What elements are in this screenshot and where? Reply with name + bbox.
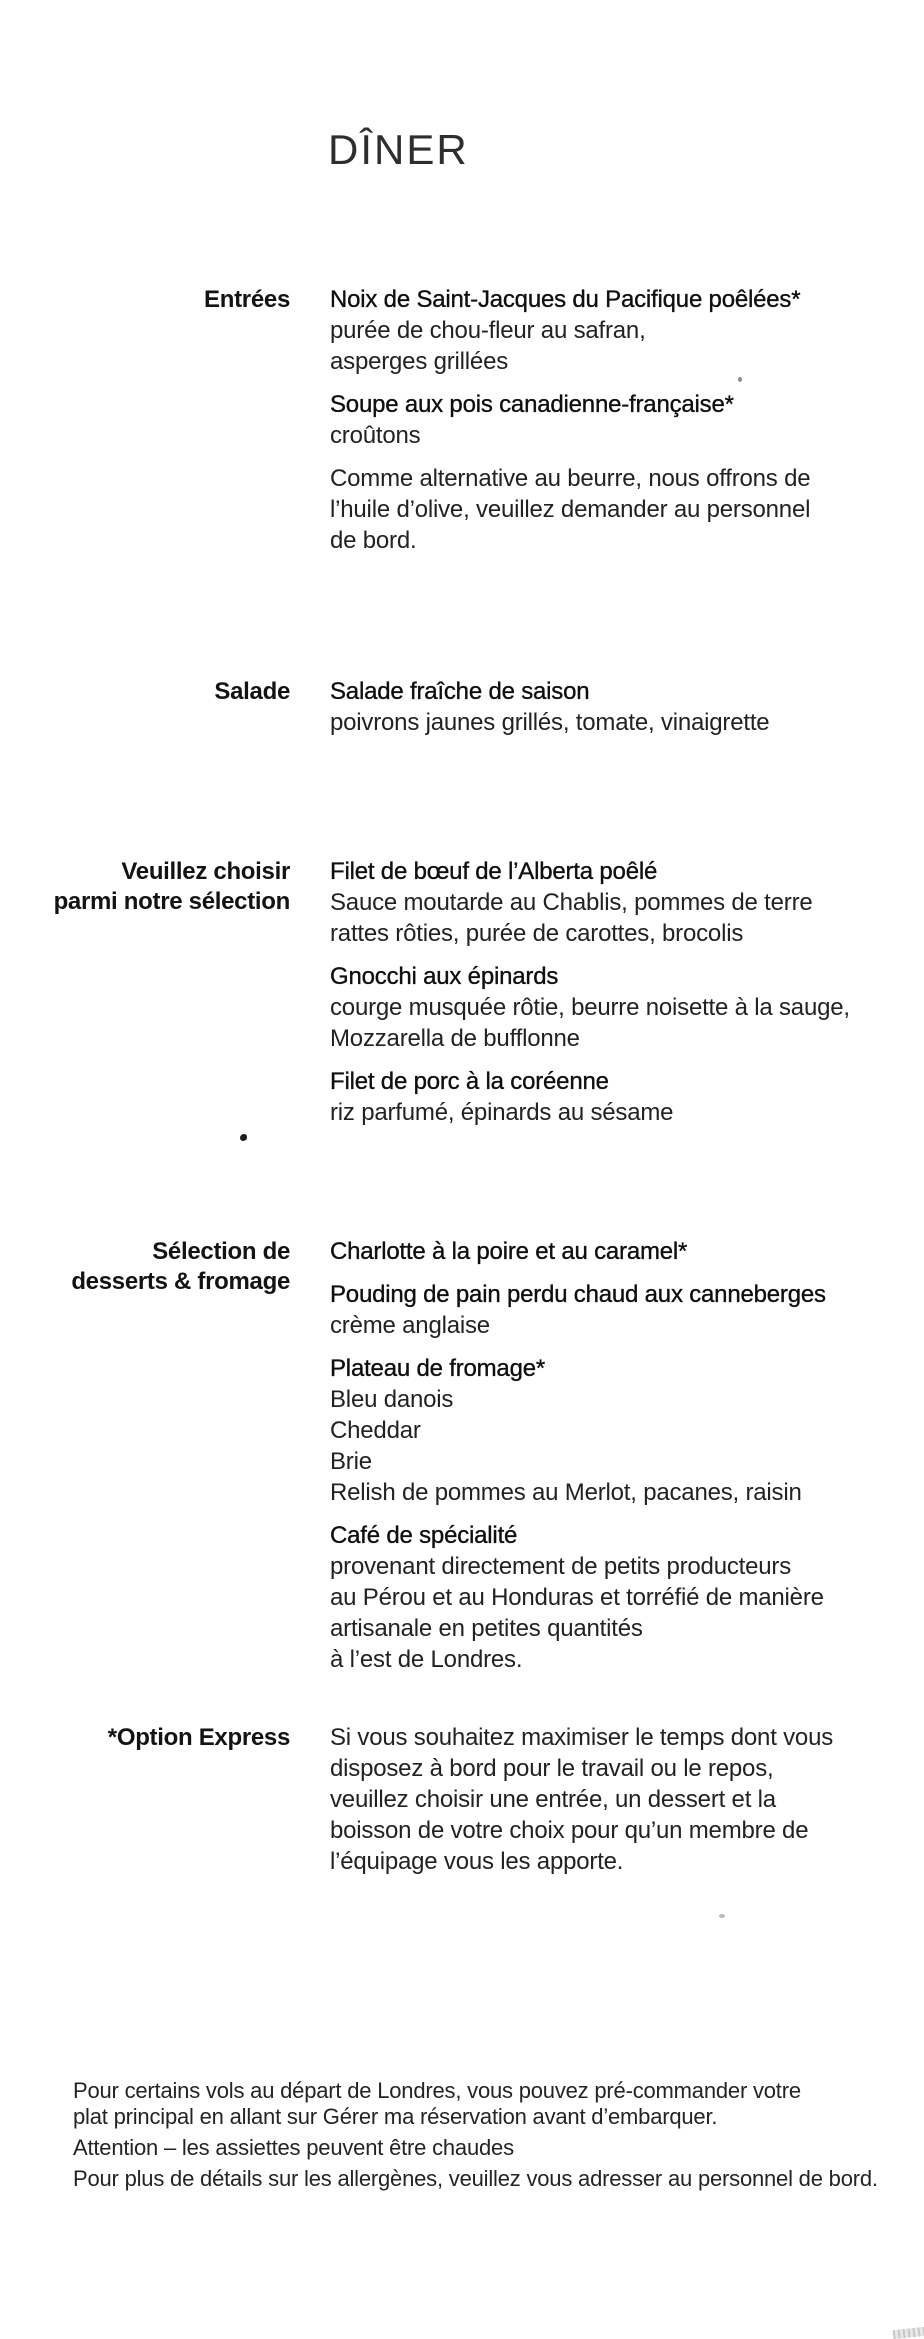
footer-notes: [73, 2078, 893, 2192]
dish-desc-line: purée de chou-fleur au safran,: [330, 317, 646, 344]
footer-note: [73, 2135, 893, 2161]
dish-desc-line: à l’est de Londres.: [330, 1646, 523, 1673]
dish-desc-line: riz parfumé, épinards au sésame: [330, 1099, 674, 1126]
ink-speck: [738, 377, 742, 382]
dish-name-line: Noix de Saint-Jacques du Pacifique poêlées*: [330, 286, 801, 313]
dish-name-line: Salade fraîche de saison: [330, 678, 590, 705]
dish-desc-line: Mozzarella de bufflonne: [330, 1025, 580, 1052]
section-label-line: parmi notre sélection: [53, 888, 290, 915]
menu-item: [330, 1520, 890, 1675]
note-line: Si vous souhaitez maximiser le temps dont vous: [330, 1724, 834, 1751]
section-content-entrees: [330, 284, 890, 556]
section-label-entrees: [0, 284, 290, 315]
scan-corner-artifact: [893, 2326, 924, 2339]
dish-name-line: Charlotte à la poire et au caramel*: [330, 1238, 688, 1265]
dish-name-line: Café de spécialité: [330, 1522, 518, 1549]
dish-desc-line: courge musquée rôtie, beurre noisette à la sauge,: [330, 994, 850, 1021]
section-content-salade: [330, 676, 890, 738]
section-salade: [0, 676, 924, 738]
note-line: l’équipage vous les apporte.: [330, 1848, 624, 1875]
footer-note-line: plat principal en allant sur Gérer ma réservation avant d’embarquer.: [73, 2104, 718, 2129]
section-label-line: Salade: [214, 678, 290, 705]
menu-item: [330, 284, 890, 377]
note-line: boisson de votre choix pour qu’un membre de: [330, 1817, 809, 1844]
dish-desc-line: Sauce moutarde au Chablis, pommes de terre: [330, 889, 813, 916]
dish-desc-line: au Pérou et au Honduras et torréfié de manière: [330, 1584, 824, 1611]
section-label-line: Entrées: [204, 286, 290, 313]
section-label-line: Sélection de: [152, 1238, 290, 1265]
section-content-plats: [330, 856, 890, 1128]
menu-item: [330, 856, 890, 949]
section-label-plats: [0, 856, 290, 917]
dish-desc-line: Cheddar: [330, 1417, 421, 1444]
section-content-desserts: [330, 1236, 890, 1675]
dish-desc-line: croûtons: [330, 422, 421, 449]
dish-desc-line: poivrons jaunes grillés, tomate, vinaigrette: [330, 709, 770, 736]
section-label-line: *Option Express: [107, 1724, 290, 1751]
dish-name-line: Filet de bœuf de l’Alberta poêlé: [330, 858, 658, 885]
dish-name-line: Soupe aux pois canadienne-française*: [330, 391, 734, 418]
dish-desc-line: rattes rôties, purée de carottes, brocolis: [330, 920, 744, 947]
dish-name-line: Filet de porc à la coréenne: [330, 1068, 609, 1095]
ink-speck: [719, 1914, 725, 1918]
section-plats-principaux: [0, 856, 924, 1128]
menu-note: [330, 463, 890, 556]
ink-speck: [240, 1134, 247, 1141]
note-line: Comme alternative au beurre, nous offrons de: [330, 465, 811, 492]
section-entrees: [0, 284, 924, 556]
dish-desc-line: provenant directement de petits producteurs: [330, 1553, 792, 1580]
dish-name-line: Pouding de pain perdu chaud aux canneberges: [330, 1281, 826, 1308]
menu-item: [330, 1279, 890, 1341]
section-content-option-express: [330, 1722, 890, 1877]
note-line: de bord.: [330, 527, 417, 554]
footer-note-line: Attention – les assiettes peuvent être chaudes: [73, 2135, 514, 2160]
section-label-line: Veuillez choisir: [121, 858, 290, 885]
note-line: veuillez choisir une entrée, un dessert et la: [330, 1786, 776, 1813]
dish-desc-line: crème anglaise: [330, 1312, 490, 1339]
note-line: disposez à bord pour le travail ou le repos,: [330, 1755, 774, 1782]
menu-item: [330, 389, 890, 451]
footer-note-line: Pour certains vols au départ de Londres, vous pouvez pré-commander votre: [73, 2078, 801, 2103]
section-label-salade: [0, 676, 290, 707]
menu-item: [330, 676, 890, 738]
menu-item: [330, 961, 890, 1054]
footer-note-line: Pour plus de détails sur les allergènes, veuillez vous adresser au personnel de bord.: [73, 2166, 878, 2191]
footer-note: [73, 2166, 893, 2192]
dish-desc-line: asperges grillées: [330, 348, 509, 375]
footer-note: [73, 2078, 893, 2130]
note-line: l’huile d’olive, veuillez demander au personnel: [330, 496, 811, 523]
dish-desc-line: Relish de pommes au Merlot, pacanes, raisin: [330, 1479, 802, 1506]
menu-item: [330, 1066, 890, 1128]
menu-item: [330, 1236, 890, 1267]
section-label-line: desserts & fromage: [71, 1268, 290, 1295]
dish-name-line: Gnocchi aux épinards: [330, 963, 559, 990]
section-option-express: [0, 1722, 924, 1877]
menu-note: [330, 1722, 890, 1877]
dish-desc-line: artisanale en petites quantités: [330, 1615, 643, 1642]
dish-desc-line: Brie: [330, 1448, 372, 1475]
section-desserts: [0, 1236, 924, 1675]
menu-item: [330, 1353, 890, 1508]
dish-desc-line: Bleu danois: [330, 1386, 454, 1413]
section-label-option-express: [0, 1722, 290, 1753]
section-label-desserts: [0, 1236, 290, 1297]
dish-name-line: Plateau de fromage*: [330, 1355, 546, 1382]
page-title: DÎNER: [328, 126, 469, 173]
